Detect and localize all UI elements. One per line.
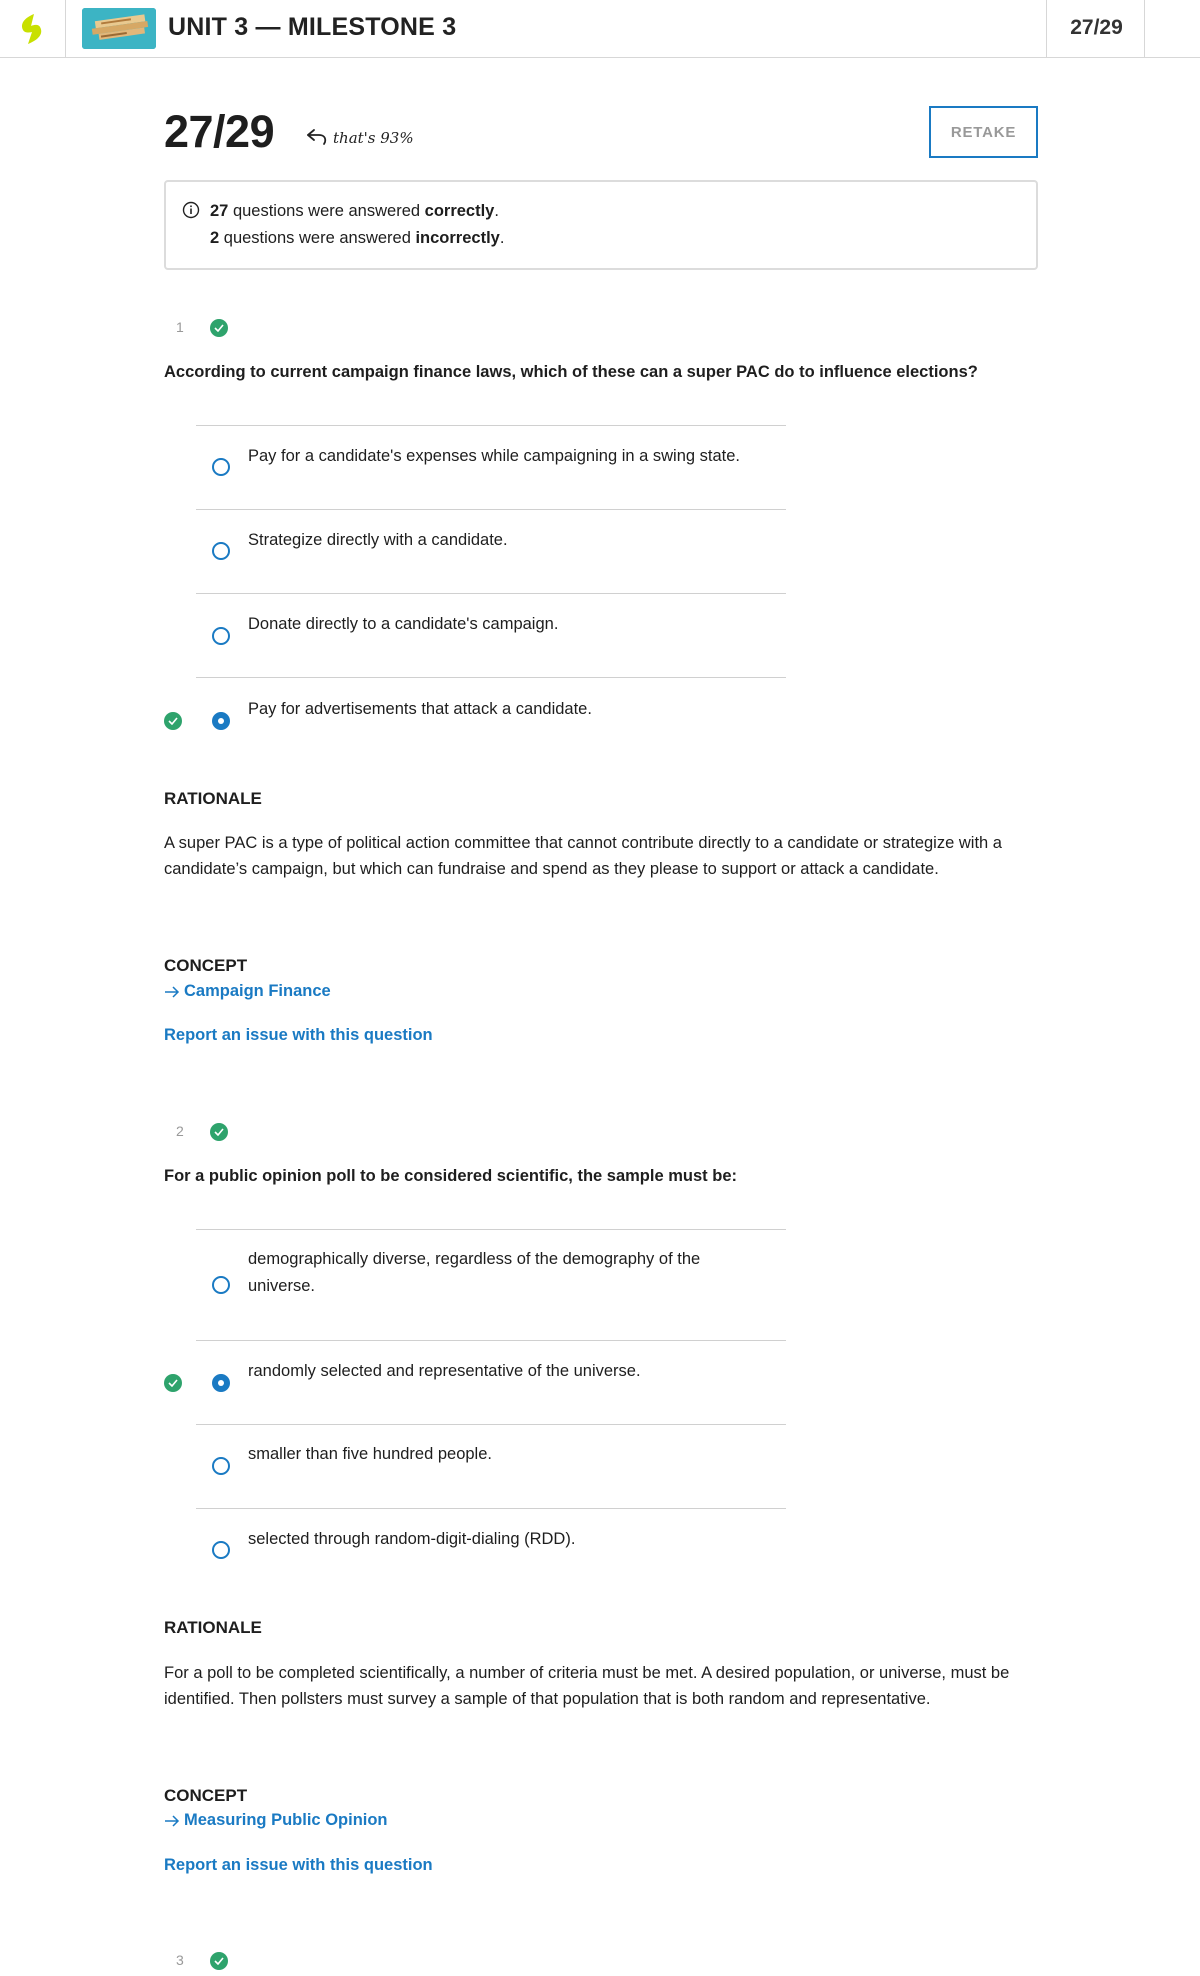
question-text: For a public opinion poll to be considered scientific, the sample must be:: [164, 1167, 737, 1185]
option-divider: [196, 1508, 786, 1509]
sophia-logo-icon[interactable]: [18, 12, 46, 46]
report-issue-link[interactable]: Report an issue with this question: [164, 1026, 433, 1044]
concept-heading: CONCEPT: [164, 1786, 248, 1805]
option-radio[interactable]: [212, 1457, 230, 1475]
course-thumbnail: [82, 8, 156, 49]
result-summary: [164, 180, 1038, 270]
arrow-right-icon: [164, 1815, 180, 1827]
info-icon: [182, 201, 200, 219]
curved-arrow-icon: [305, 128, 329, 146]
rationale-text: For a poll to be completed scientifically, a number of criteria must be met. A desired population, or universe, must be identified. Then pollsters must survey a sample of that population that is both random and representative.: [164, 1664, 1010, 1708]
option-divider: [196, 593, 786, 594]
option-radio[interactable]: [212, 1541, 230, 1559]
percent-note-text: that's 93%: [333, 129, 414, 147]
option-text[interactable]: Strategize directly with a candidate.: [248, 531, 508, 549]
concept-link-text[interactable]: Campaign Finance: [184, 982, 331, 1000]
question-number: 1: [176, 319, 184, 335]
option-divider: [196, 1424, 786, 1425]
concept-heading: CONCEPT: [164, 956, 248, 975]
correct-check-icon: [210, 1123, 228, 1141]
option-text[interactable]: Donate directly to a candidate's campaign.: [248, 615, 559, 633]
option-radio[interactable]: [212, 627, 230, 645]
rationale-heading: RATIONALE: [164, 1618, 262, 1637]
option-text[interactable]: Pay for a candidate's expenses while campaigning in a swing state.: [248, 447, 741, 465]
option-divider: [196, 677, 786, 678]
correct-check-icon: [210, 1952, 228, 1970]
option-radio[interactable]: [212, 542, 230, 560]
arrow-right-icon: [164, 986, 180, 998]
option-radio[interactable]: [212, 1276, 230, 1294]
correct-summary: 27 questions were answered correctly.: [210, 202, 499, 220]
option-radio-selected[interactable]: [212, 1374, 230, 1392]
correct-check-icon: [210, 319, 228, 337]
retake-button[interactable]: RETAKE: [929, 106, 1038, 158]
top-bar: [0, 0, 1200, 58]
question-text: According to current campaign finance laws, which of these can a super PAC do to influence elections?: [164, 363, 978, 381]
rationale-text: A super PAC is a type of political action committee that cannot contribute directly to a candidate or strategize with a candidate’s campaign, but which can fundraise and spend as they please to support or attack a candidate.: [164, 834, 1002, 878]
option-text[interactable]: Pay for advertisements that attack a candidate.: [248, 700, 592, 718]
correct-answer-icon: [164, 1374, 182, 1392]
header-score: [1046, 0, 1145, 58]
brand-cell[interactable]: [0, 0, 66, 58]
option-text[interactable]: smaller than five hundred people.: [248, 1445, 492, 1463]
option-divider: [196, 425, 786, 426]
option-divider: [196, 509, 786, 510]
concept-link-text[interactable]: Measuring Public Opinion: [184, 1811, 388, 1829]
option-text[interactable]: randomly selected and representative of the universe.: [248, 1362, 641, 1380]
rationale-heading: RATIONALE: [164, 789, 262, 808]
option-divider: [196, 1229, 786, 1230]
option-text[interactable]: selected through random-digit-dialing (RDD).: [248, 1530, 576, 1548]
header-score-text: 27/29: [1070, 16, 1123, 39]
correct-answer-icon: [164, 712, 182, 730]
question-number: 2: [176, 1123, 184, 1139]
big-score: 27/29: [164, 106, 275, 157]
report-issue-link[interactable]: Report an issue with this question: [164, 1856, 433, 1874]
option-radio[interactable]: [212, 458, 230, 476]
question-number: 3: [176, 1952, 184, 1968]
option-divider: [196, 1340, 786, 1341]
option-text[interactable]: demographically diverse, regardless of the demography of the universe.: [248, 1250, 701, 1295]
option-radio-selected[interactable]: [212, 712, 230, 730]
page-title: UNIT 3 — MILESTONE 3: [168, 13, 457, 41]
incorrect-summary: 2 questions were answered incorrectly.: [210, 229, 505, 247]
